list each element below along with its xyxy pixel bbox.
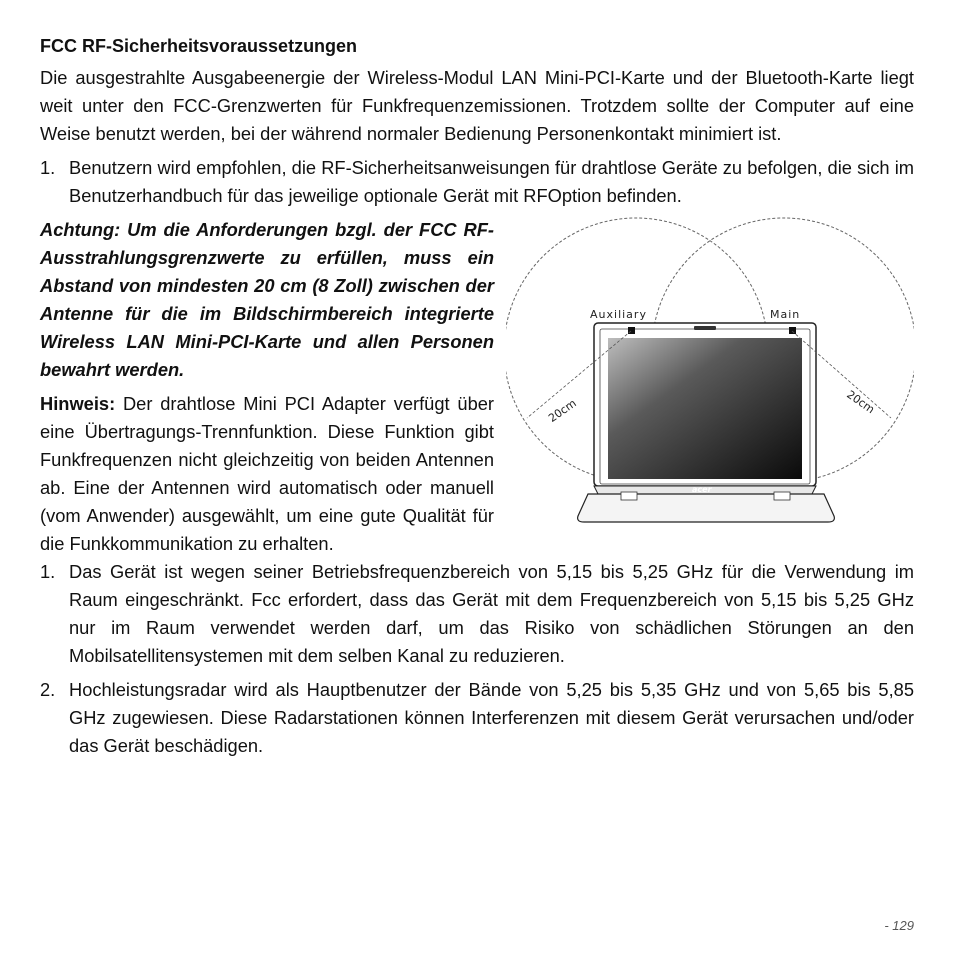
list-text: Das Gerät ist wegen seiner Betriebsfrequenzbereich von 5,15 bis 5,25 GHz für die Verwendung im Raum eingeschränkt. Fcc erfordert, dass das Gerät mit dem Frequenzbereich von 5,15 bis 5,25 GHz nur im Raum verwendet werden darf, um das Risiko von schädlichen Störungen an den Mobilsatellitensystemen mit dem selben Kanal zu reduzieren. xyxy=(69,561,914,666)
distance-label-left: 20cm xyxy=(546,396,579,425)
recommendation-list xyxy=(40,154,914,210)
main-antenna-marker xyxy=(789,327,796,334)
intro-paragraph: Die ausgestrahlte Ausgabeenergie der Wireless-Modul LAN Mini-PCI-Karte und der Bluetooth-Karte liegt weit unter den FCC-Grenzwerten für Funkfrequenzemissionen. Trotzdem sollte der Computer auf eine Weise benutzt werden, bei der während normaler Bedienung Personenkontakt minimiert ist. xyxy=(40,67,914,144)
section-heading: FCC RF-Sicherheitsvoraussetzungen xyxy=(40,36,358,56)
list-item xyxy=(40,676,914,760)
antenna-figure xyxy=(506,216,914,536)
brand-logo: acer xyxy=(692,485,712,494)
note-label: Hinweis: xyxy=(40,393,116,414)
distance-label-right: 20cm xyxy=(844,387,877,417)
auxiliary-label: Auxiliary xyxy=(590,308,647,321)
warning-paragraph: Achtung: Um die Anforderungen bzgl. der FCC RF-Ausstrahlungsgrenzwerte zu erfüllen, muss ein Abstand von mindesten 20 cm (8 Zoll) zwischen der Antenne für die im Bildschirmbereich integrierte Wireless LAN Mini-PCI-Karte und allen Personen bewahrt werden. xyxy=(40,219,494,380)
list-number: 1. xyxy=(40,561,56,582)
list-number: 2. xyxy=(40,679,56,700)
list-text: Hochleistungsradar wird als Hauptbenutzer der Bände von 5,25 bis 5,35 GHz und von 5,65 bis 5,85 GHz zugewiesen. Diese Radarstationen können Interferenzen mit diesem Gerät verursachen und/oder das Gerät beschädigen. xyxy=(69,679,914,756)
laptop-antenna-diagram xyxy=(506,216,914,536)
main-label: Main xyxy=(770,308,801,321)
laptop-base xyxy=(578,494,835,522)
restriction-list xyxy=(40,558,914,760)
document-page xyxy=(40,34,914,766)
laptop-screen xyxy=(608,338,802,479)
list-number: 1. xyxy=(40,157,56,178)
list-item xyxy=(40,154,914,210)
page-number: - 129 xyxy=(884,918,914,933)
list-text: Benutzern wird empfohlen, die RF-Sicherheitsanweisungen für drahtlose Geräte zu befolgen, die sich im Benutzerhandbuch für das jeweilige optionale Gerät mit RFOption befinden. xyxy=(69,157,914,206)
webcam-slot xyxy=(694,326,716,330)
note-text: Der drahtlose Mini PCI Adapter verfügt über eine Übertragungs-Trennfunktion. Diese Funktion gibt Funkfrequenzen nicht gleichzeitig von beiden Antennen ab. Eine der Antennen wird automatisch oder manuell (vom Anwender) ausgewählt, um eine gute Qualität für die Funkkommunikation zu erhalten. xyxy=(40,393,494,554)
list-item xyxy=(40,558,914,670)
